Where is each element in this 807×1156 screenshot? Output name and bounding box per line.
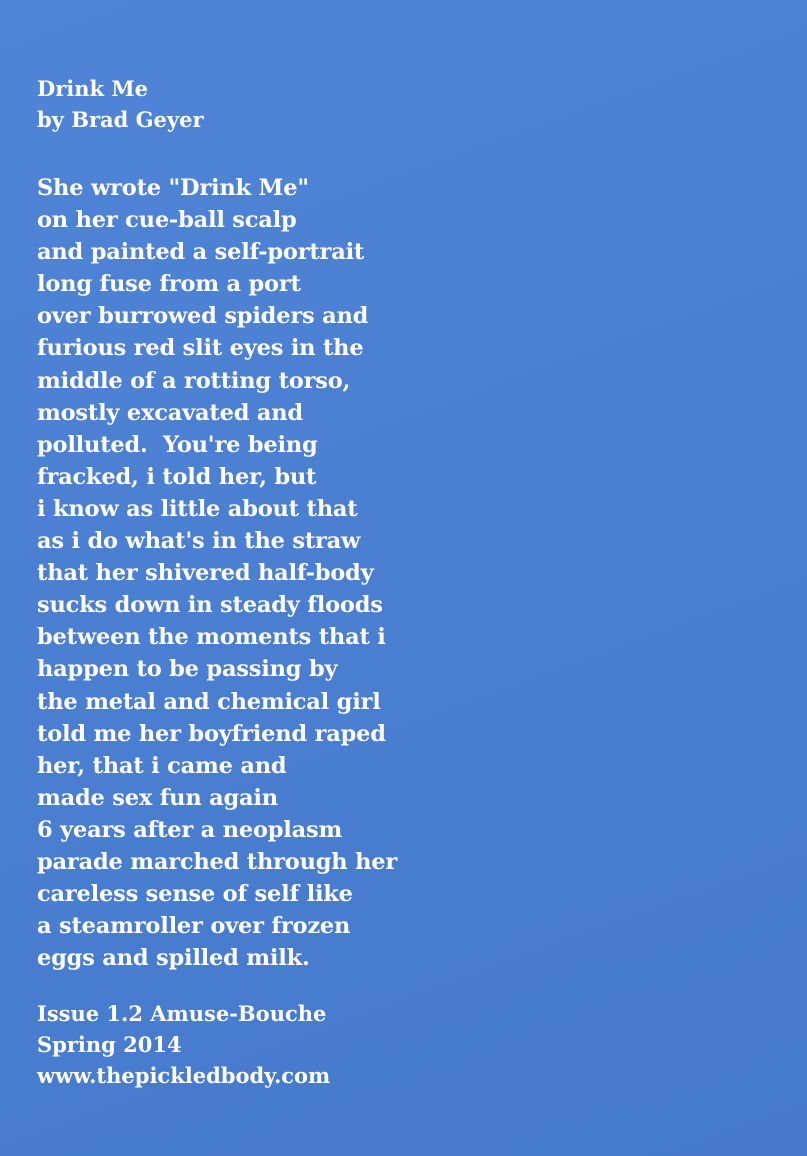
poem-line: happen to be passing by <box>37 656 338 683</box>
poem-line: the metal and chemical girl <box>37 688 381 715</box>
poem-line: fracked, i told her, but <box>37 463 317 490</box>
publication-info <box>37 998 330 1091</box>
poem-line: sucks down in steady floods <box>37 592 383 619</box>
poem-line: that her shivered half-body <box>37 560 374 587</box>
poem-line: i know as little about that <box>37 495 358 522</box>
poem-line: a steamroller over frozen <box>37 913 351 940</box>
poem-title: Drink Me <box>37 76 148 101</box>
poem-line: between the moments that i <box>37 624 386 651</box>
website-link[interactable]: www.thepickledbody.com <box>37 1063 331 1088</box>
poem-line: parade marched through her <box>37 848 398 875</box>
poem-line: 6 years after a neoplasm <box>37 816 343 843</box>
poem-header <box>37 73 204 135</box>
poem-body <box>37 172 397 974</box>
poem-line: and painted a self-portrait <box>37 239 365 266</box>
poem-line: over burrowed spiders and <box>37 303 369 330</box>
poem-line: told me her boyfriend raped <box>37 720 386 747</box>
poem-line: She wrote "Drink Me" <box>37 175 309 201</box>
poem-line: eggs and spilled milk. <box>37 945 310 972</box>
poem-line: middle of a rotting torso, <box>37 367 351 394</box>
poem-line: polluted. You're being <box>37 431 318 458</box>
poem-byline: by Brad Geyer <box>37 107 204 132</box>
poem-line: mostly excavated and <box>37 399 303 426</box>
poem-line: on her cue-ball scalp <box>37 207 297 234</box>
issue-label: Issue 1.2 Amuse-Bouche <box>37 1001 327 1026</box>
poem-line: made sex fun again <box>37 784 278 811</box>
poem-line: as i do what's in the straw <box>37 528 361 555</box>
poem-line: careless sense of self like <box>37 881 353 908</box>
poem-line: furious red slit eyes in the <box>37 335 364 362</box>
poem-line: long fuse from a port <box>37 271 301 298</box>
season-label: Spring 2014 <box>37 1032 182 1057</box>
poem-line: her, that i came and <box>37 752 287 779</box>
